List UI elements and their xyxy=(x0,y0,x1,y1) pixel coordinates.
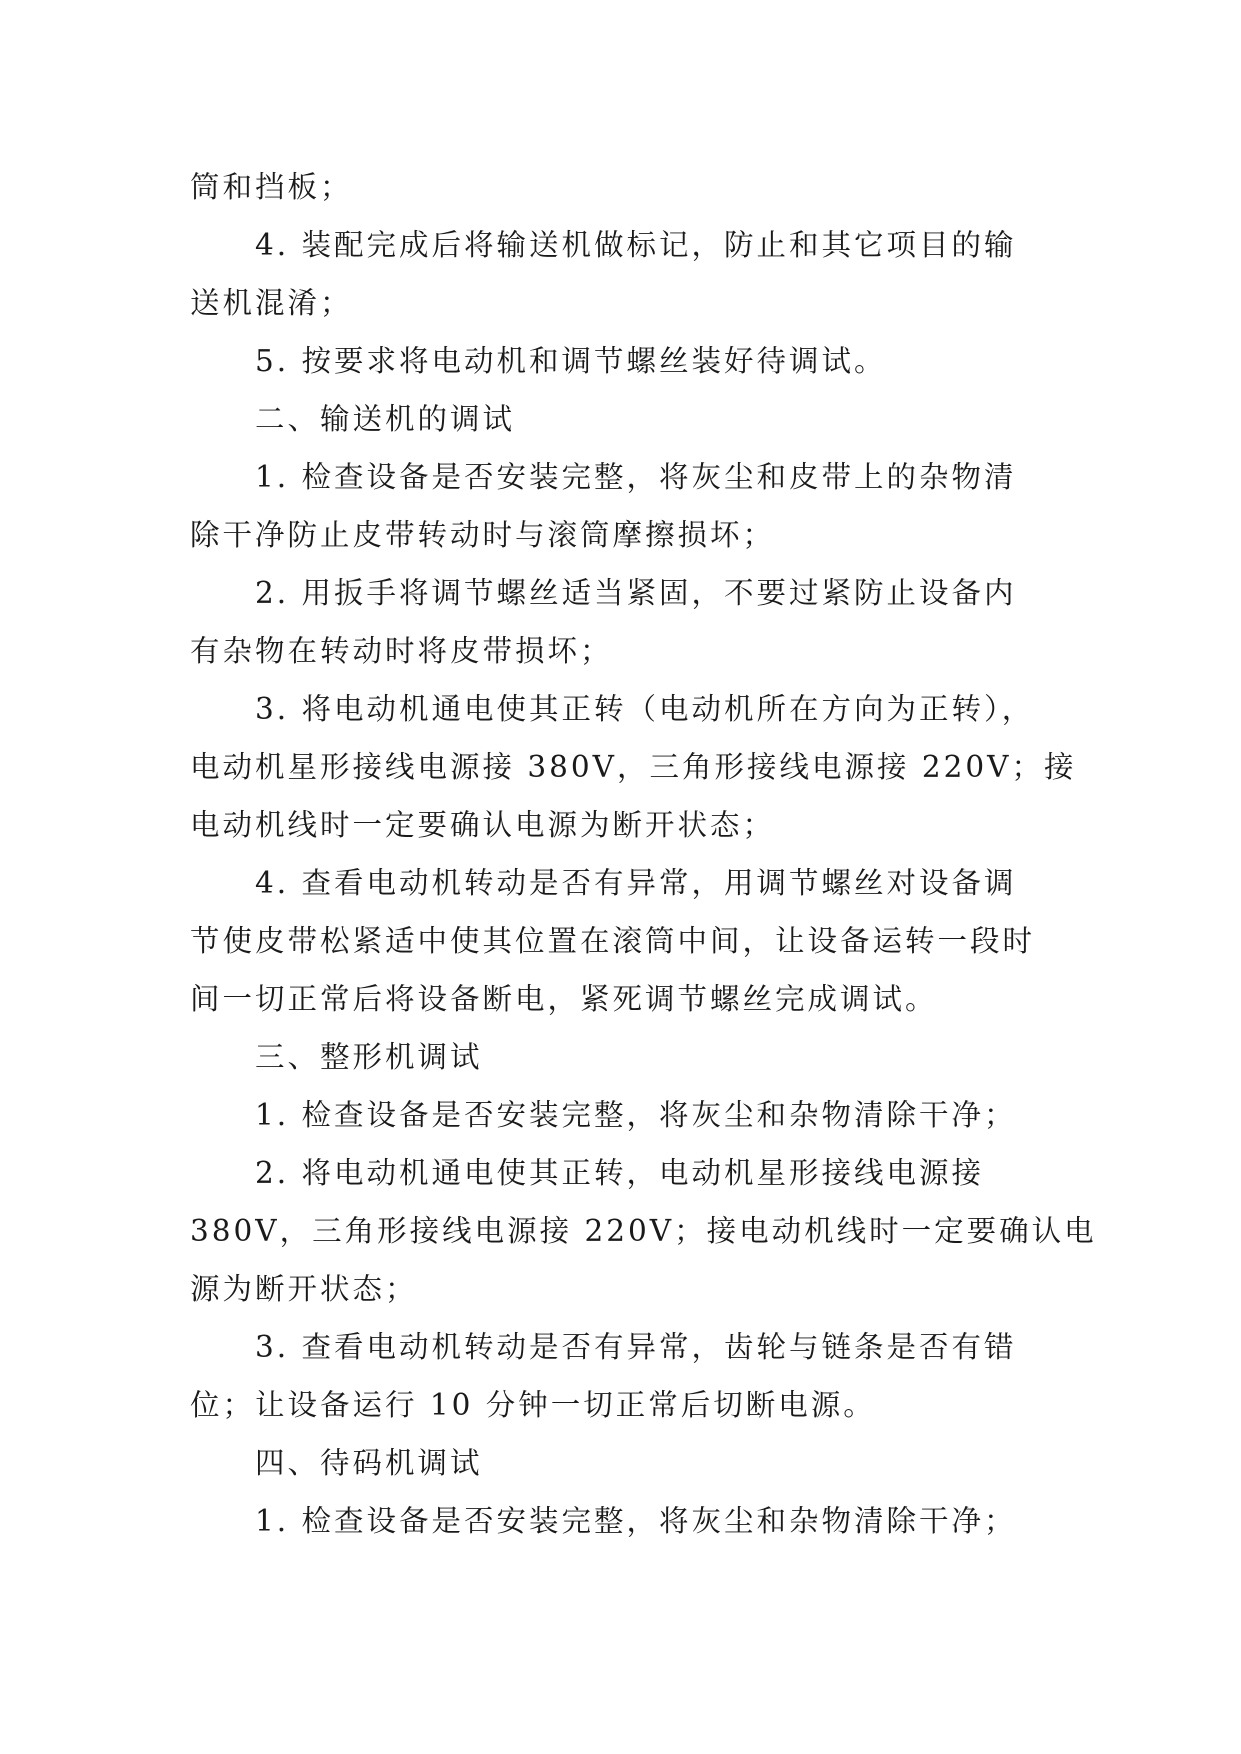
list-item: 1. 检查设备是否安装完整，将灰尘和皮带上的杂物清 xyxy=(255,460,1017,494)
text-line: 有杂物在转动时将皮带损坏； xyxy=(190,634,613,668)
document-body xyxy=(190,158,1097,1550)
text-line: 间一切正常后将设备断电，紧死调节螺丝完成调试。 xyxy=(190,982,938,1016)
text-line: 电动机线时一定要确认电源为断开状态； xyxy=(190,808,776,842)
text-line: 电动机星形接线电源接 380V，三角形接线电源接 220V；接 xyxy=(190,750,1077,784)
section-heading: 二、输送机的调试 xyxy=(255,402,516,436)
list-item: 2. 用扳手将调节螺丝适当紧固，不要过紧防止设备内 xyxy=(255,576,1017,610)
section-heading: 四、待码机调试 xyxy=(255,1446,483,1480)
section-heading: 三、整形机调试 xyxy=(255,1040,483,1074)
list-item: 1. 检查设备是否安装完整，将灰尘和杂物清除干净； xyxy=(255,1098,1017,1132)
text-line: 送机混淆； xyxy=(190,286,353,320)
text-line: 除干净防止皮带转动时与滚筒摩擦损坏； xyxy=(190,518,776,552)
text-line: 位；让设备运行 10 分钟一切正常后切断电源。 xyxy=(190,1388,876,1422)
text-line: 380V，三角形接线电源接 220V；接电动机线时一定要确认电 xyxy=(190,1214,1097,1248)
list-item: 2. 将电动机通电使其正转，电动机星形接线电源接 xyxy=(255,1156,985,1190)
text-line: 源为断开状态； xyxy=(190,1272,418,1306)
list-item: 3. 将电动机通电使其正转（电动机所在方向为正转）， xyxy=(255,692,1035,726)
list-item: 4. 查看电动机转动是否有异常，用调节螺丝对设备调 xyxy=(255,866,1017,900)
list-item: 4. 装配完成后将输送机做标记，防止和其它项目的输 xyxy=(255,228,1017,262)
text-line: 节使皮带松紧适中使其位置在滚筒中间，让设备运转一段时 xyxy=(190,924,1036,958)
list-item: 1. 检查设备是否安装完整，将灰尘和杂物清除干净； xyxy=(255,1504,1017,1538)
list-item: 3. 查看电动机转动是否有异常，齿轮与链条是否有错 xyxy=(255,1330,1017,1364)
list-item: 5. 按要求将电动机和调节螺丝装好待调试。 xyxy=(255,344,887,378)
text-line: 筒和挡板； xyxy=(190,170,353,204)
